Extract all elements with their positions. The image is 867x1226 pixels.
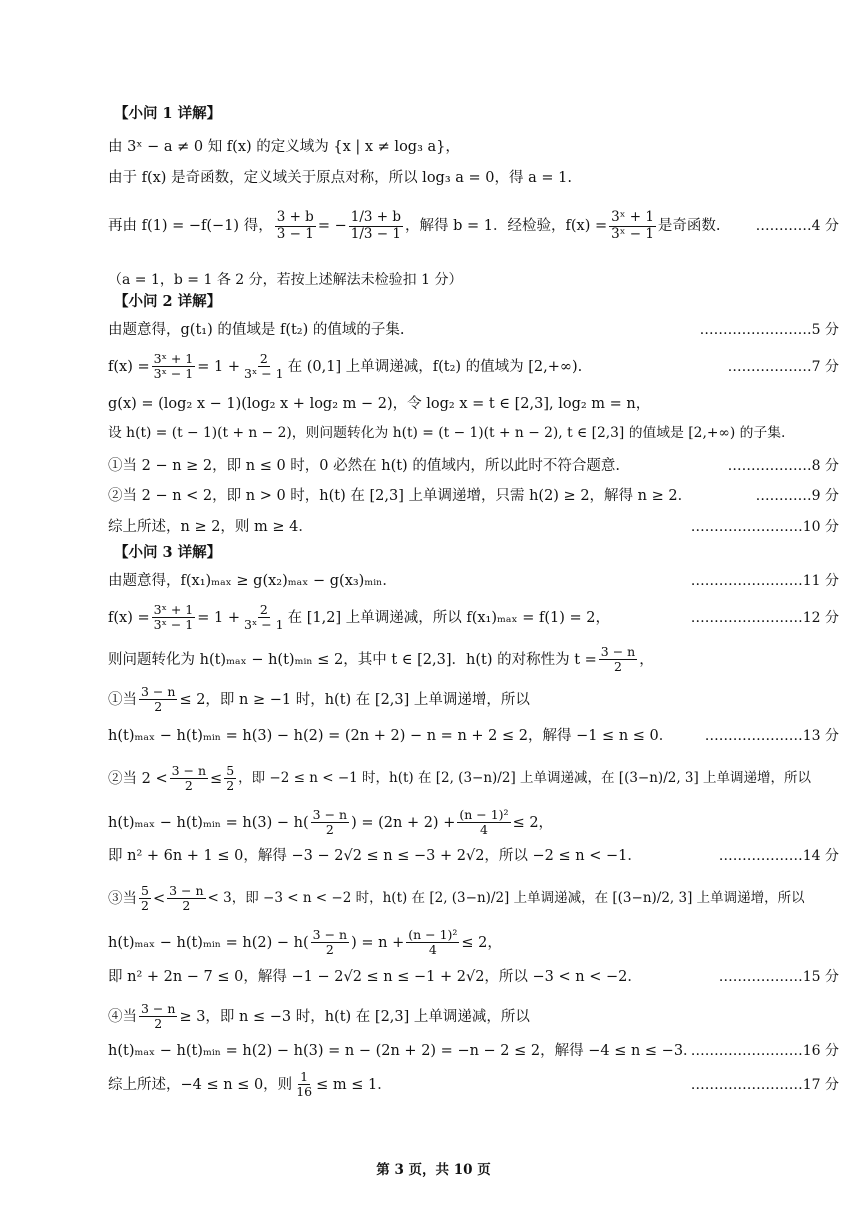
score-marker: ……………………12 分 <box>690 609 839 626</box>
fraction-den: 4 <box>428 942 437 958</box>
q3-case2-calc-post: ≤ 2， <box>512 814 554 831</box>
fraction <box>167 884 205 914</box>
q1-domain-text: 由 3ˣ − a ≠ 0 知 f(x) 的定义域为 {x | x ≠ log₃ a}， <box>108 139 460 155</box>
page-footer: 第 3 页，共 10 页 <box>376 1162 491 1178</box>
fraction-num: 3 − n <box>141 1001 176 1016</box>
score-marker: ……………………17 分 <box>690 1076 839 1093</box>
q3-case1-result-text: h(t)ₘₐₓ − h(t)ₘᵢₙ = h(3) − h(2) = (2n + 2) − n = n + 2 ≤ 2，解得 −1 ≤ n ≤ 0． <box>108 728 674 744</box>
q3-heading-text: 【小问 3 详解】 <box>114 544 222 561</box>
q2-l4-text: 设 h(t) = (t − 1)(t + n − 2)，则问题转化为 h(t) = (t − 1)(t + n − 2), t ∈ [2,3] 的值域是 [2,+∞) 的子集. <box>108 425 786 441</box>
fraction <box>311 808 349 838</box>
q3-summary <box>108 1070 847 1100</box>
q3-case3-pre: ③当 <box>108 890 137 907</box>
fraction-num: 3ˣ + 1 <box>611 209 654 225</box>
fraction-den: 3ˣ − 1 <box>244 366 284 382</box>
fraction <box>139 1002 177 1032</box>
q3-case-1-result <box>108 728 847 745</box>
fraction <box>139 685 177 715</box>
q3-case3-result-text: 即 n² + 2n − 7 ≤ 0，解得 −1 − 2√2 ≤ n ≤ −1 + 2√2，所以 −3 < n < −2． <box>108 969 642 985</box>
fraction-num: 1/3 + b <box>350 209 402 225</box>
score-marker: ……………………16 分 <box>690 1043 839 1060</box>
fraction-num: 5 <box>226 763 235 778</box>
q1-odd-text: 由于 f(x) 是奇函数，定义域关于原点对称，所以 log₃ a = 0，得 a = 1. <box>108 170 572 186</box>
fraction-den: 2 <box>154 1016 163 1032</box>
fraction-den: 2 <box>184 778 193 794</box>
q3-heading <box>114 545 847 562</box>
q3-case2-post: ，即 −2 ≤ n < −1 时，h(t) 在 [2, (3−n)/2] 上单调递减，在 [(3−n)/2, 3] 上单调递增，所以 <box>238 770 812 787</box>
score-marker: ……………………5 分 <box>699 322 839 339</box>
q1-heading <box>114 106 847 123</box>
fraction-den: 16 <box>296 1084 313 1100</box>
fraction-den: 4 <box>479 822 488 838</box>
q3-l2-mid: = 1 + <box>197 609 240 626</box>
fraction-den: 2 <box>226 778 235 794</box>
q3-case-2-calc <box>108 808 847 838</box>
q3-case1-post: ≤ 2，即 n ≥ −1 时，h(t) 在 [2,3] 上单调递增，所以 <box>179 691 530 708</box>
fraction-num: 2 <box>259 351 268 366</box>
fraction <box>275 210 316 242</box>
q2-l2-mid: = 1 + <box>197 358 240 375</box>
fraction-num: 1 <box>300 1069 309 1084</box>
q3-case3-post: < 3，即 −3 < n < −2 时，h(t) 在 [2, (3−n)/2] 上单调递减，在 [(3−n)/2, 3] 上单调递增，所以 <box>207 890 805 907</box>
q1-heading-text: 【小问 1 详解】 <box>114 105 222 122</box>
q3-case3-calc-post: ≤ 2， <box>461 934 502 951</box>
fraction-den: 3ˣ − 1 <box>153 366 194 382</box>
q3-case2-result-text: 即 n² + 6n + 1 ≤ 0，解得 −3 − 2√2 ≤ n ≤ −3 + 2√2，所以 −2 ≤ n < −1． <box>108 848 642 864</box>
fraction <box>242 603 286 633</box>
q3-case-4 <box>108 1002 847 1032</box>
fraction <box>224 764 236 794</box>
q2-l2-post: 在 (0,1] 上单调递减，f(t₂) 的值域为 [2,+∞). <box>287 358 583 375</box>
q3-l2-post: 在 [1,2] 上单调递减，所以 f(x₁)ₘₐₓ = f(1) = 2， <box>287 609 610 626</box>
q3-l3-post: ， <box>639 651 654 668</box>
fraction-den: 2 <box>614 659 622 675</box>
q2-heading-text: 【小问 2 详解】 <box>114 293 222 310</box>
q2-line-2 <box>108 352 847 382</box>
fraction-num: 3 − n <box>600 644 636 659</box>
q3-case3-mid: < <box>152 890 166 907</box>
score-marker: ………………15 分 <box>718 969 839 986</box>
fraction-den: 2 <box>325 822 334 838</box>
score-marker: ……………………11 分 <box>690 573 839 590</box>
q2-case2-text: ②当 2 − n < 2，即 n > 0 时，h(t) 在 [2,3] 上单调递增，只需 h(2) ≥ 2，解得 n ≥ 2． <box>108 488 693 504</box>
q2-line-4 <box>108 426 847 442</box>
fraction-den: 3 − 1 <box>276 225 314 242</box>
fraction <box>152 603 196 633</box>
fraction <box>294 1070 314 1100</box>
q2-l1-text: 由题意得，g(t₁) 的值域是 f(t₂) 的值域的子集. <box>108 322 405 338</box>
fraction-num: (n − 1)² <box>408 927 458 942</box>
q1-line-3 <box>108 210 847 242</box>
fraction-den: 2 <box>182 898 191 914</box>
q3-l1-text: 由题意得，f(x₁)ₘₐₓ ≥ g(x₂)ₘₐₓ − g(x₃)ₘᵢₙ． <box>108 573 397 589</box>
fraction-den: 2 <box>325 942 334 958</box>
fraction <box>599 645 637 675</box>
q2-heading <box>114 294 847 311</box>
fraction-num: 3ˣ + 1 <box>153 351 194 366</box>
q3-case-3 <box>108 884 847 914</box>
q3-line-2 <box>108 603 847 633</box>
fraction-den: 3ˣ − 1 <box>244 617 284 633</box>
q2-case-1 <box>108 458 847 475</box>
q3-summary-pre: 综上所述，−4 ≤ n ≤ 0，则 <box>108 1076 293 1093</box>
q2-line-3 <box>108 396 847 413</box>
fraction <box>242 352 286 382</box>
q3-line-3 <box>108 645 847 675</box>
q3-case2-pre: ②当 2 < <box>108 770 168 787</box>
fraction <box>152 352 196 382</box>
q1-line-2 <box>108 170 847 187</box>
fraction-num: (n − 1)² <box>459 807 509 822</box>
fraction <box>170 764 208 794</box>
score-marker: ……………………10 分 <box>690 519 839 536</box>
q3-case4-post: ≥ 3，即 n ≤ −3 时，h(t) 在 [2,3] 上单调递减，所以 <box>179 1008 530 1025</box>
score-marker: …………4 分 <box>755 217 839 234</box>
q1-line-1 <box>108 139 847 156</box>
q3-case-3-calc <box>108 928 847 958</box>
q3-case4-pre: ④当 <box>108 1008 137 1025</box>
fraction-den: 2 <box>141 898 149 914</box>
q1-l3-end: 是奇函数. <box>657 217 721 234</box>
q3-case3-calc-mid: ) = n + <box>351 934 405 951</box>
fraction-den: 1/3 − 1 <box>350 225 401 242</box>
fraction-num: 3 − n <box>312 927 348 942</box>
q3-line-1 <box>108 573 847 590</box>
fraction-num: 3 − n <box>312 807 348 822</box>
q3-case4-result-text: h(t)ₘₐₓ − h(t)ₘᵢₙ = h(2) − h(3) = n − (2n + 2) = −n − 2 ≤ 2，解得 −4 ≤ n ≤ −3． <box>108 1043 698 1059</box>
fraction-num: 3 − n <box>141 684 176 699</box>
score-marker: ………………7 分 <box>727 358 839 375</box>
fraction-den: 3ˣ − 1 <box>153 617 194 633</box>
q3-l2-pre: f(x) = <box>108 609 150 626</box>
q3-summary-post: ≤ m ≤ 1． <box>316 1076 392 1093</box>
q2-l3-text: g(x) = (log₂ x − 1)(log₂ x + log₂ m − 2)，令 log₂ x = t ∈ [2,3], log₂ m = n， <box>108 396 651 412</box>
q3-case-4-result <box>108 1043 847 1060</box>
q2-summary <box>108 519 847 536</box>
fraction-num: 3ˣ + 1 <box>153 602 194 617</box>
fraction <box>349 210 403 242</box>
fraction <box>311 928 349 958</box>
q3-case1-pre: ①当 <box>108 691 137 708</box>
q3-case2-calc-pre: h(t)ₘₐₓ − h(t)ₘᵢₙ = h(3) − h( <box>108 814 309 831</box>
score-marker: ………………8 分 <box>727 458 839 475</box>
fraction <box>609 210 656 242</box>
fraction-num: 3 − n <box>171 763 207 778</box>
q1-l3-mid: = − <box>317 217 347 234</box>
fraction-den: 2 <box>154 699 163 715</box>
q3-case-2-result <box>108 848 847 865</box>
fraction <box>139 884 151 914</box>
score-marker: …………9 分 <box>755 488 839 505</box>
q3-l3-pre: 则问题转化为 h(t)ₘₐₓ − h(t)ₘᵢₙ ≤ 2，其中 t ∈ [2,3]．h(t) 的对称性为 t = <box>108 651 597 668</box>
q1-scoring-note <box>108 272 847 288</box>
q2-line-1 <box>108 322 847 339</box>
q3-case2-calc-mid: ) = (2n + 2) + <box>351 814 456 831</box>
q3-case-2 <box>108 764 847 794</box>
scoring-note-text: （a = 1，b = 1 各 2 分，若按上述解法未检验扣 1 分） <box>108 272 463 288</box>
q3-case-3-result <box>108 969 847 986</box>
fraction-num: 2 <box>259 602 268 617</box>
q2-case1-text: ①当 2 − n ≥ 2，即 n ≤ 0 时，0 必然在 h(t) 的值域内，所以此时不符合题意. <box>108 458 620 474</box>
q2-case-2 <box>108 488 847 505</box>
fraction-num: 3 + b <box>276 209 314 225</box>
q3-case3-calc-pre: h(t)ₘₐₓ − h(t)ₘᵢₙ = h(2) − h( <box>108 934 309 951</box>
q2-l2-pre: f(x) = <box>108 358 150 375</box>
q1-l3-pre: 再由 f(1) = −f(−1) 得， <box>108 217 273 234</box>
score-marker: ………………14 分 <box>718 848 839 865</box>
fraction-num: 5 <box>141 883 149 898</box>
fraction <box>406 928 459 958</box>
q3-case-1 <box>108 685 847 715</box>
fraction <box>457 808 510 838</box>
fraction-num: 3 − n <box>169 883 204 898</box>
q2-summary-text: 综上所述，n ≥ 2，则 m ≥ 4． <box>108 519 313 535</box>
q3-case2-mid: ≤ <box>210 770 223 787</box>
score-marker: …………………13 分 <box>704 728 839 745</box>
q1-l3-post: ，解得 b = 1．经检验，f(x) = <box>405 217 608 234</box>
fraction-den: 3ˣ − 1 <box>611 225 654 242</box>
